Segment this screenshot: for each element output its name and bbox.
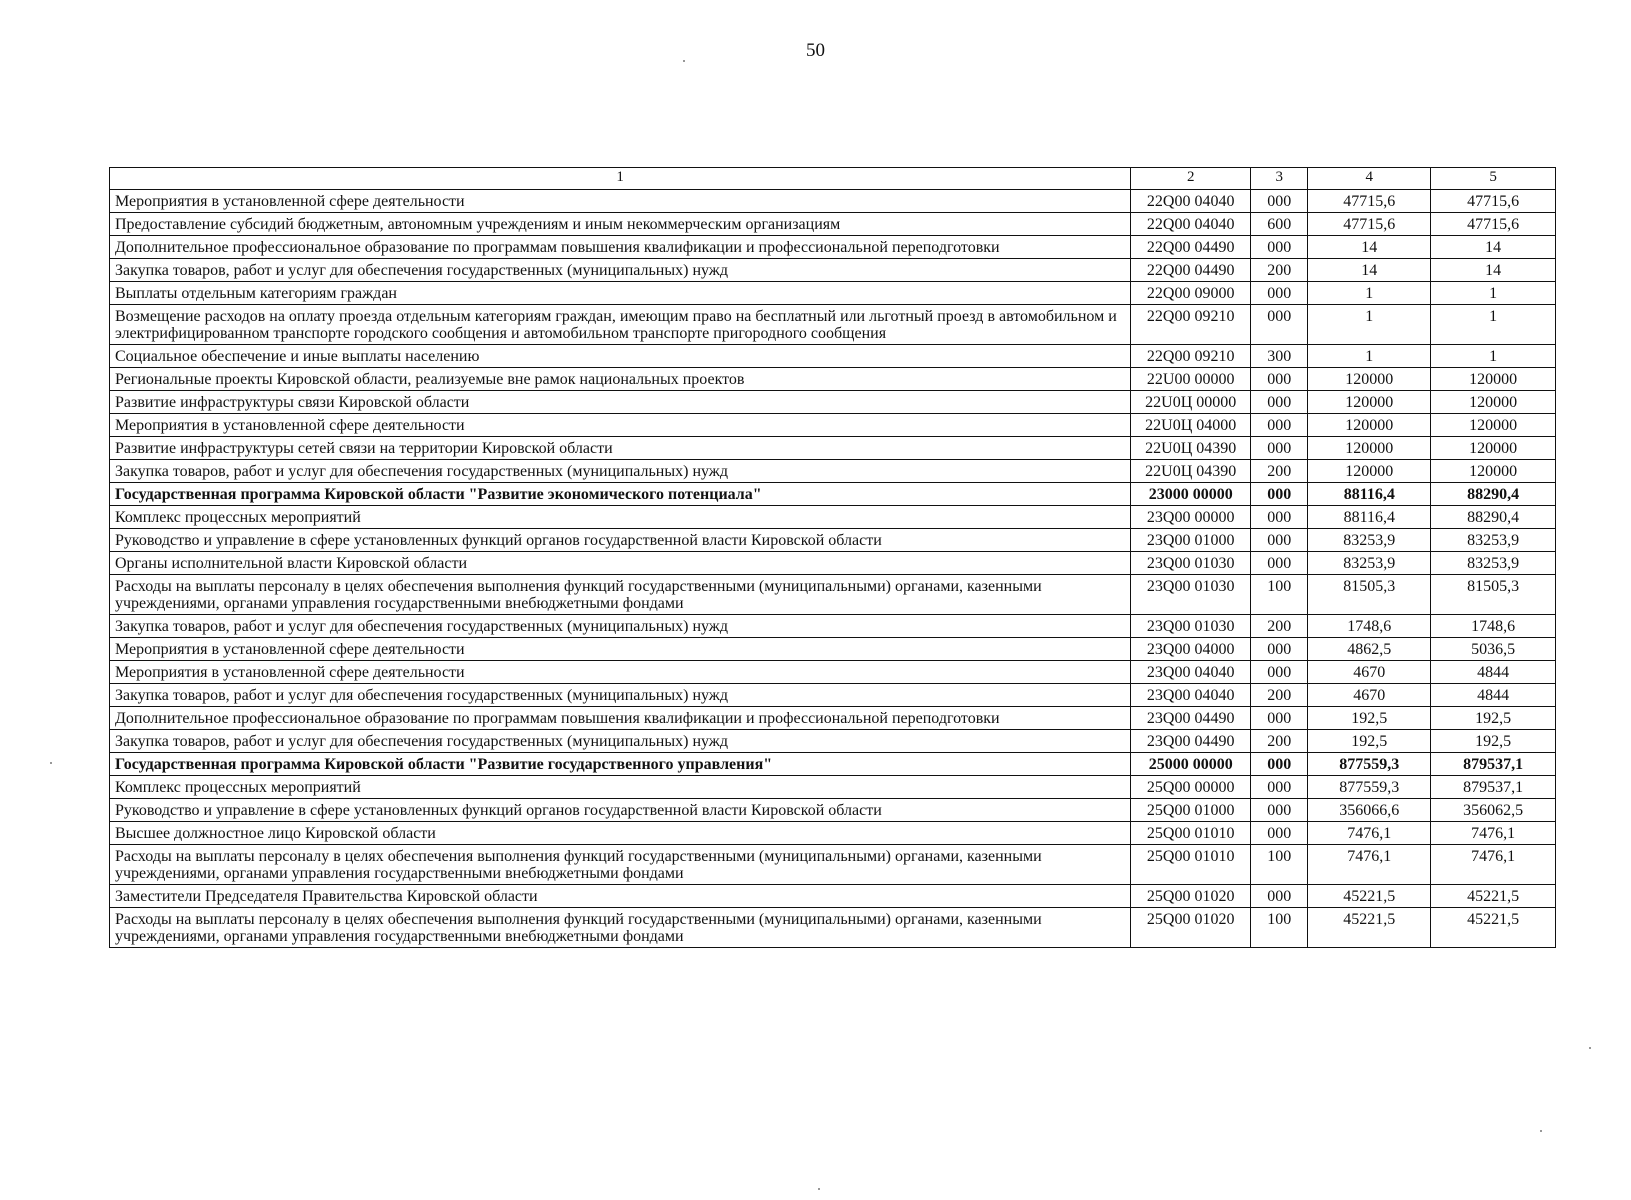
row-type-cell: 000 bbox=[1251, 638, 1308, 661]
row-value-col5-cell: 1 bbox=[1431, 282, 1556, 305]
row-value-col5-cell: 5036,5 bbox=[1431, 638, 1556, 661]
row-value-col4-cell: 83253,9 bbox=[1308, 529, 1431, 552]
row-value-col5-cell: 120000 bbox=[1431, 414, 1556, 437]
row-code-cell: 22U0Ц 04390 bbox=[1131, 460, 1251, 483]
table-row bbox=[110, 552, 1556, 575]
table-row bbox=[110, 345, 1556, 368]
row-type-cell: 300 bbox=[1251, 345, 1308, 368]
row-name-cell: Руководство и управление в сфере установленных функций органов государственной власти Кировской области bbox=[110, 799, 1131, 822]
table-row bbox=[110, 845, 1556, 885]
row-value-col5-cell: 83253,9 bbox=[1431, 529, 1556, 552]
row-value-col4-cell: 120000 bbox=[1308, 391, 1431, 414]
row-value-col4-cell: 47715,6 bbox=[1308, 190, 1431, 213]
row-value-col4-cell: 877559,3 bbox=[1308, 776, 1431, 799]
row-type-cell: 000 bbox=[1251, 799, 1308, 822]
scan-speck bbox=[818, 1188, 820, 1190]
row-name-cell: Высшее должностное лицо Кировской области bbox=[110, 822, 1131, 845]
row-type-cell: 000 bbox=[1251, 529, 1308, 552]
row-name-cell: Мероприятия в установленной сфере деятельности bbox=[110, 414, 1131, 437]
row-code-cell: 23Q00 04040 bbox=[1131, 684, 1251, 707]
row-value-col4-cell: 1 bbox=[1308, 305, 1431, 345]
row-type-cell: 000 bbox=[1251, 506, 1308, 529]
table-row bbox=[110, 730, 1556, 753]
row-type-cell: 200 bbox=[1251, 684, 1308, 707]
row-code-cell: 22Q00 04490 bbox=[1131, 236, 1251, 259]
row-name-cell: Мероприятия в установленной сфере деятельности bbox=[110, 638, 1131, 661]
table-row bbox=[110, 368, 1556, 391]
row-name-cell: Дополнительное профессиональное образование по программам повышения квалификации и профессиональной переподготовки bbox=[110, 236, 1131, 259]
row-value-col5-cell: 47715,6 bbox=[1431, 190, 1556, 213]
row-value-col4-cell: 1 bbox=[1308, 345, 1431, 368]
row-value-col5-cell: 120000 bbox=[1431, 391, 1556, 414]
row-value-col5-cell: 192,5 bbox=[1431, 707, 1556, 730]
row-value-col4-cell: 81505,3 bbox=[1308, 575, 1431, 615]
table-row bbox=[110, 684, 1556, 707]
row-type-cell: 200 bbox=[1251, 730, 1308, 753]
row-type-cell: 000 bbox=[1251, 305, 1308, 345]
row-value-col4-cell: 120000 bbox=[1308, 437, 1431, 460]
row-value-col5-cell: 14 bbox=[1431, 259, 1556, 282]
row-type-cell: 000 bbox=[1251, 661, 1308, 684]
row-value-col4-cell: 1 bbox=[1308, 282, 1431, 305]
row-name-cell: Мероприятия в установленной сфере деятельности bbox=[110, 190, 1131, 213]
row-name-cell: Расходы на выплаты персоналу в целях обеспечения выполнения функций государственными (муниципальными) органами, казенными учреждениями, органами управления государственными внебюджетными фондами bbox=[110, 845, 1131, 885]
row-code-cell: 23000 00000 bbox=[1131, 483, 1251, 506]
row-code-cell: 22Q00 04490 bbox=[1131, 259, 1251, 282]
scan-speck bbox=[50, 762, 52, 764]
row-name-cell: Дополнительное профессиональное образование по программам повышения квалификации и профессиональной переподготовки bbox=[110, 707, 1131, 730]
row-value-col4-cell: 14 bbox=[1308, 259, 1431, 282]
row-code-cell: 23Q00 00000 bbox=[1131, 506, 1251, 529]
row-type-cell: 000 bbox=[1251, 391, 1308, 414]
row-code-cell: 25Q00 01000 bbox=[1131, 799, 1251, 822]
scan-speck bbox=[1540, 1130, 1542, 1132]
row-value-col5-cell: 7476,1 bbox=[1431, 845, 1556, 885]
row-code-cell: 23Q00 04490 bbox=[1131, 730, 1251, 753]
row-type-cell: 000 bbox=[1251, 414, 1308, 437]
table-row bbox=[110, 213, 1556, 236]
row-type-cell: 000 bbox=[1251, 368, 1308, 391]
row-name-cell: Закупка товаров, работ и услуг для обеспечения государственных (муниципальных) нужд bbox=[110, 259, 1131, 282]
row-name-cell: Заместители Председателя Правительства Кировской области bbox=[110, 885, 1131, 908]
row-name-cell: Предоставление субсидий бюджетным, автономным учреждениям и иным некоммерческим организациям bbox=[110, 213, 1131, 236]
table-row bbox=[110, 391, 1556, 414]
row-type-cell: 000 bbox=[1251, 707, 1308, 730]
table-row bbox=[110, 799, 1556, 822]
table-row bbox=[110, 414, 1556, 437]
row-value-col4-cell: 47715,6 bbox=[1308, 213, 1431, 236]
row-name-cell: Комплекс процессных мероприятий bbox=[110, 506, 1131, 529]
row-type-cell: 000 bbox=[1251, 190, 1308, 213]
row-value-col4-cell: 877559,3 bbox=[1308, 753, 1431, 776]
scan-speck bbox=[683, 60, 685, 62]
row-value-col5-cell: 47715,6 bbox=[1431, 213, 1556, 236]
row-value-col5-cell: 88290,4 bbox=[1431, 506, 1556, 529]
table-row bbox=[110, 661, 1556, 684]
row-code-cell: 25Q00 01020 bbox=[1131, 908, 1251, 948]
row-code-cell: 22Q00 09210 bbox=[1131, 345, 1251, 368]
table-row bbox=[110, 776, 1556, 799]
table-row bbox=[110, 529, 1556, 552]
row-type-cell: 000 bbox=[1251, 776, 1308, 799]
row-value-col5-cell: 81505,3 bbox=[1431, 575, 1556, 615]
row-name-cell: Социальное обеспечение и иные выплаты населению bbox=[110, 345, 1131, 368]
row-code-cell: 22U0Ц 00000 bbox=[1131, 391, 1251, 414]
row-name-cell: Государственная программа Кировской области "Развитие государственного управления" bbox=[110, 753, 1131, 776]
row-name-cell: Руководство и управление в сфере установленных функций органов государственной власти Кировской области bbox=[110, 529, 1131, 552]
table-header-row bbox=[110, 168, 1556, 190]
table-row bbox=[110, 638, 1556, 661]
row-name-cell: Закупка товаров, работ и услуг для обеспечения государственных (муниципальных) нужд bbox=[110, 615, 1131, 638]
row-value-col5-cell: 7476,1 bbox=[1431, 822, 1556, 845]
row-code-cell: 23Q00 04490 bbox=[1131, 707, 1251, 730]
row-name-cell: Расходы на выплаты персоналу в целях обеспечения выполнения функций государственными (муниципальными) органами, казенными учреждениями, органами управления государственными внебюджетными фондами bbox=[110, 575, 1131, 615]
table-row bbox=[110, 707, 1556, 730]
table-row bbox=[110, 908, 1556, 948]
row-value-col4-cell: 120000 bbox=[1308, 414, 1431, 437]
row-value-col4-cell: 192,5 bbox=[1308, 730, 1431, 753]
column-header-4: 4 bbox=[1308, 168, 1431, 190]
row-value-col4-cell: 4670 bbox=[1308, 684, 1431, 707]
row-type-cell: 200 bbox=[1251, 615, 1308, 638]
row-name-cell: Закупка товаров, работ и услуг для обеспечения государственных (муниципальных) нужд bbox=[110, 460, 1131, 483]
row-type-cell: 000 bbox=[1251, 437, 1308, 460]
row-value-col5-cell: 356062,5 bbox=[1431, 799, 1556, 822]
row-code-cell: 22Q00 04040 bbox=[1131, 213, 1251, 236]
row-type-cell: 000 bbox=[1251, 753, 1308, 776]
row-value-col5-cell: 4844 bbox=[1431, 661, 1556, 684]
row-type-cell: 000 bbox=[1251, 552, 1308, 575]
table-row bbox=[110, 236, 1556, 259]
row-value-col4-cell: 120000 bbox=[1308, 460, 1431, 483]
row-code-cell: 23Q00 01030 bbox=[1131, 575, 1251, 615]
row-code-cell: 22U00 00000 bbox=[1131, 368, 1251, 391]
row-code-cell: 22Q00 09210 bbox=[1131, 305, 1251, 345]
row-code-cell: 25Q00 01020 bbox=[1131, 885, 1251, 908]
row-type-cell: 100 bbox=[1251, 908, 1308, 948]
row-value-col4-cell: 7476,1 bbox=[1308, 822, 1431, 845]
row-value-col5-cell: 45221,5 bbox=[1431, 908, 1556, 948]
row-value-col4-cell: 192,5 bbox=[1308, 707, 1431, 730]
row-value-col5-cell: 45221,5 bbox=[1431, 885, 1556, 908]
row-value-col5-cell: 83253,9 bbox=[1431, 552, 1556, 575]
table-row bbox=[110, 615, 1556, 638]
row-value-col5-cell: 1748,6 bbox=[1431, 615, 1556, 638]
row-value-col5-cell: 1 bbox=[1431, 345, 1556, 368]
row-value-col4-cell: 83253,9 bbox=[1308, 552, 1431, 575]
row-type-cell: 000 bbox=[1251, 236, 1308, 259]
row-type-cell: 000 bbox=[1251, 282, 1308, 305]
row-type-cell: 600 bbox=[1251, 213, 1308, 236]
row-name-cell: Выплаты отдельным категориям граждан bbox=[110, 282, 1131, 305]
row-name-cell: Закупка товаров, работ и услуг для обеспечения государственных (муниципальных) нужд bbox=[110, 684, 1131, 707]
row-value-col5-cell: 192,5 bbox=[1431, 730, 1556, 753]
row-type-cell: 100 bbox=[1251, 575, 1308, 615]
row-value-col4-cell: 7476,1 bbox=[1308, 845, 1431, 885]
table-row bbox=[110, 190, 1556, 213]
row-name-cell: Развитие инфраструктуры связи Кировской области bbox=[110, 391, 1131, 414]
row-type-cell: 000 bbox=[1251, 822, 1308, 845]
column-header-5: 5 bbox=[1431, 168, 1556, 190]
row-code-cell: 22U0Ц 04000 bbox=[1131, 414, 1251, 437]
row-code-cell: 23Q00 04000 bbox=[1131, 638, 1251, 661]
row-code-cell: 25Q00 01010 bbox=[1131, 845, 1251, 885]
row-code-cell: 25Q00 00000 bbox=[1131, 776, 1251, 799]
row-type-cell: 100 bbox=[1251, 845, 1308, 885]
column-header-1: 1 bbox=[110, 168, 1131, 190]
table-body bbox=[110, 190, 1556, 948]
row-value-col4-cell: 88116,4 bbox=[1308, 506, 1431, 529]
row-type-cell: 000 bbox=[1251, 885, 1308, 908]
table-row bbox=[110, 575, 1556, 615]
row-name-cell: Региональные проекты Кировской области, реализуемые вне рамок национальных проектов bbox=[110, 368, 1131, 391]
row-code-cell: 22Q00 09000 bbox=[1131, 282, 1251, 305]
row-value-col4-cell: 4670 bbox=[1308, 661, 1431, 684]
table-row bbox=[110, 282, 1556, 305]
row-code-cell: 22U0Ц 04390 bbox=[1131, 437, 1251, 460]
row-name-cell: Развитие инфраструктуры сетей связи на территории Кировской области bbox=[110, 437, 1131, 460]
row-value-col5-cell: 88290,4 bbox=[1431, 483, 1556, 506]
row-value-col5-cell: 1 bbox=[1431, 305, 1556, 345]
table-row bbox=[110, 753, 1556, 776]
row-value-col4-cell: 1748,6 bbox=[1308, 615, 1431, 638]
row-code-cell: 23Q00 04040 bbox=[1131, 661, 1251, 684]
row-value-col5-cell: 14 bbox=[1431, 236, 1556, 259]
row-value-col5-cell: 4844 bbox=[1431, 684, 1556, 707]
table-row bbox=[110, 437, 1556, 460]
row-value-col4-cell: 14 bbox=[1308, 236, 1431, 259]
row-value-col4-cell: 4862,5 bbox=[1308, 638, 1431, 661]
row-code-cell: 23Q00 01000 bbox=[1131, 529, 1251, 552]
row-type-cell: 200 bbox=[1251, 259, 1308, 282]
row-value-col5-cell: 120000 bbox=[1431, 437, 1556, 460]
table-row bbox=[110, 506, 1556, 529]
column-header-3: 3 bbox=[1251, 168, 1308, 190]
row-value-col4-cell: 45221,5 bbox=[1308, 885, 1431, 908]
row-name-cell: Комплекс процессных мероприятий bbox=[110, 776, 1131, 799]
row-value-col5-cell: 879537,1 bbox=[1431, 776, 1556, 799]
budget-table bbox=[109, 167, 1556, 948]
row-value-col4-cell: 120000 bbox=[1308, 368, 1431, 391]
table-row bbox=[110, 305, 1556, 345]
row-value-col4-cell: 88116,4 bbox=[1308, 483, 1431, 506]
page-number: 50 bbox=[806, 40, 825, 61]
table-row bbox=[110, 483, 1556, 506]
table-row bbox=[110, 460, 1556, 483]
row-value-col4-cell: 45221,5 bbox=[1308, 908, 1431, 948]
row-name-cell: Государственная программа Кировской области "Развитие экономического потенциала" bbox=[110, 483, 1131, 506]
row-name-cell: Мероприятия в установленной сфере деятельности bbox=[110, 661, 1131, 684]
row-name-cell: Органы исполнительной власти Кировской области bbox=[110, 552, 1131, 575]
table-row bbox=[110, 885, 1556, 908]
row-type-cell: 200 bbox=[1251, 460, 1308, 483]
row-name-cell: Закупка товаров, работ и услуг для обеспечения государственных (муниципальных) нужд bbox=[110, 730, 1131, 753]
row-code-cell: 25Q00 01010 bbox=[1131, 822, 1251, 845]
column-header-2: 2 bbox=[1131, 168, 1251, 190]
row-type-cell: 000 bbox=[1251, 483, 1308, 506]
row-value-col4-cell: 356066,6 bbox=[1308, 799, 1431, 822]
row-code-cell: 22Q00 04040 bbox=[1131, 190, 1251, 213]
row-value-col5-cell: 120000 bbox=[1431, 368, 1556, 391]
row-code-cell: 23Q00 01030 bbox=[1131, 615, 1251, 638]
scan-speck bbox=[1589, 1047, 1591, 1049]
row-code-cell: 25000 00000 bbox=[1131, 753, 1251, 776]
row-name-cell: Возмещение расходов на оплату проезда отдельным категориям граждан, имеющим право на бесплатный или льготный проезд в автомобильном и электрифицированном транспорте городского сообщения и автомобильном транспорте пригородного сообщения bbox=[110, 305, 1131, 345]
table-row bbox=[110, 259, 1556, 282]
row-code-cell: 23Q00 01030 bbox=[1131, 552, 1251, 575]
row-value-col5-cell: 120000 bbox=[1431, 460, 1556, 483]
table-row bbox=[110, 822, 1556, 845]
row-value-col5-cell: 879537,1 bbox=[1431, 753, 1556, 776]
row-name-cell: Расходы на выплаты персоналу в целях обеспечения выполнения функций государственными (муниципальными) органами, казенными учреждениями, органами управления государственными внебюджетными фондами bbox=[110, 908, 1131, 948]
